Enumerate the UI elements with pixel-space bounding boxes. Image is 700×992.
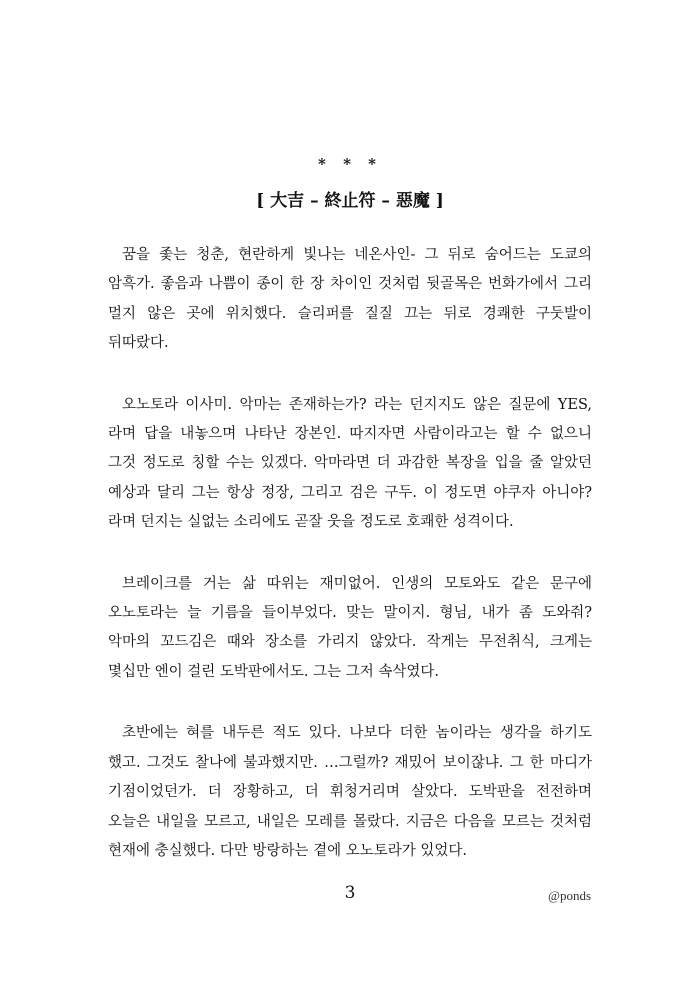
author-credit: @ponds <box>547 888 591 903</box>
paragraph-2: 오노토라 이사미. 악마는 존재하는가? 라는 던지지도 않은 질문에 YES, 라며 답을 내놓으며 나타난 장본인. 따지자면 사람이라고는 할 수 없으니 그것 정도로 칭할 수는 있겠다. 악마라면 더 과감한 복장을 입을 줄 알았던 예상과 달리 그는 항상 정장, 그리고 검은 구두. 이 정도면 야쿠자 아니야? 라며 던지는 실없는 소리에도 곧잘 웃을 정도로 호쾌한 성격이다. <box>108 396 592 531</box>
paragraph-1: 꿈을 좇는 청춘, 현란하게 빛나는 네온사인- 그 뒤로 숨어드는 도쿄의 암흑가. 좋음과 나쁨이 종이 한 장 차이인 것처럼 뒷골목은 번화가에서 그리 멀지 않은 곳에 위치했다. 슬리퍼를 질질 끄는 뒤로 경쾌한 구둣발이 뒤따랐다. <box>108 247 592 352</box>
paragraph-4: 초반에는 혀를 내두른 적도 있다. 나보다 더한 놈이라는 생각을 하기도 했고. 그것도 찰나에 불과했지만. …그럴까? 재밌어 보이잖냐. 그 한 마디가 기점이었던가. 더 장황하고, 더 휘청거리며 살았다. 도박판을 전전하며 오늘은 내일을 모르고, 내일은 모레를 몰랐다. 지금은 다음을 모르는 것처럼 현재에 충실했다. 다만 방랑하는 곁에 오노토라가 있었다. <box>108 725 592 859</box>
paragraph-3: 브레이크를 거는 삶 따위는 재미없어. 인생의 모토와도 같은 문구에 오노토라는 늘 기름을 들이부었다. 맞는 말이지. 형님, 내가 좀 도와줘? 악마의 꼬드김은 때와 장소를 가리지 않았다. 작게는 무전취식, 크게는 몇십만 엔이 걸린 도박판에서도. 그는 그저 속삭였다. <box>108 575 592 680</box>
section-divider: * * * <box>318 155 382 173</box>
page-number: 3 <box>344 883 356 903</box>
chapter-heading: [ 大吉 – 終止符 – 惡魔 ] <box>256 191 444 211</box>
body-text <box>108 241 592 898</box>
